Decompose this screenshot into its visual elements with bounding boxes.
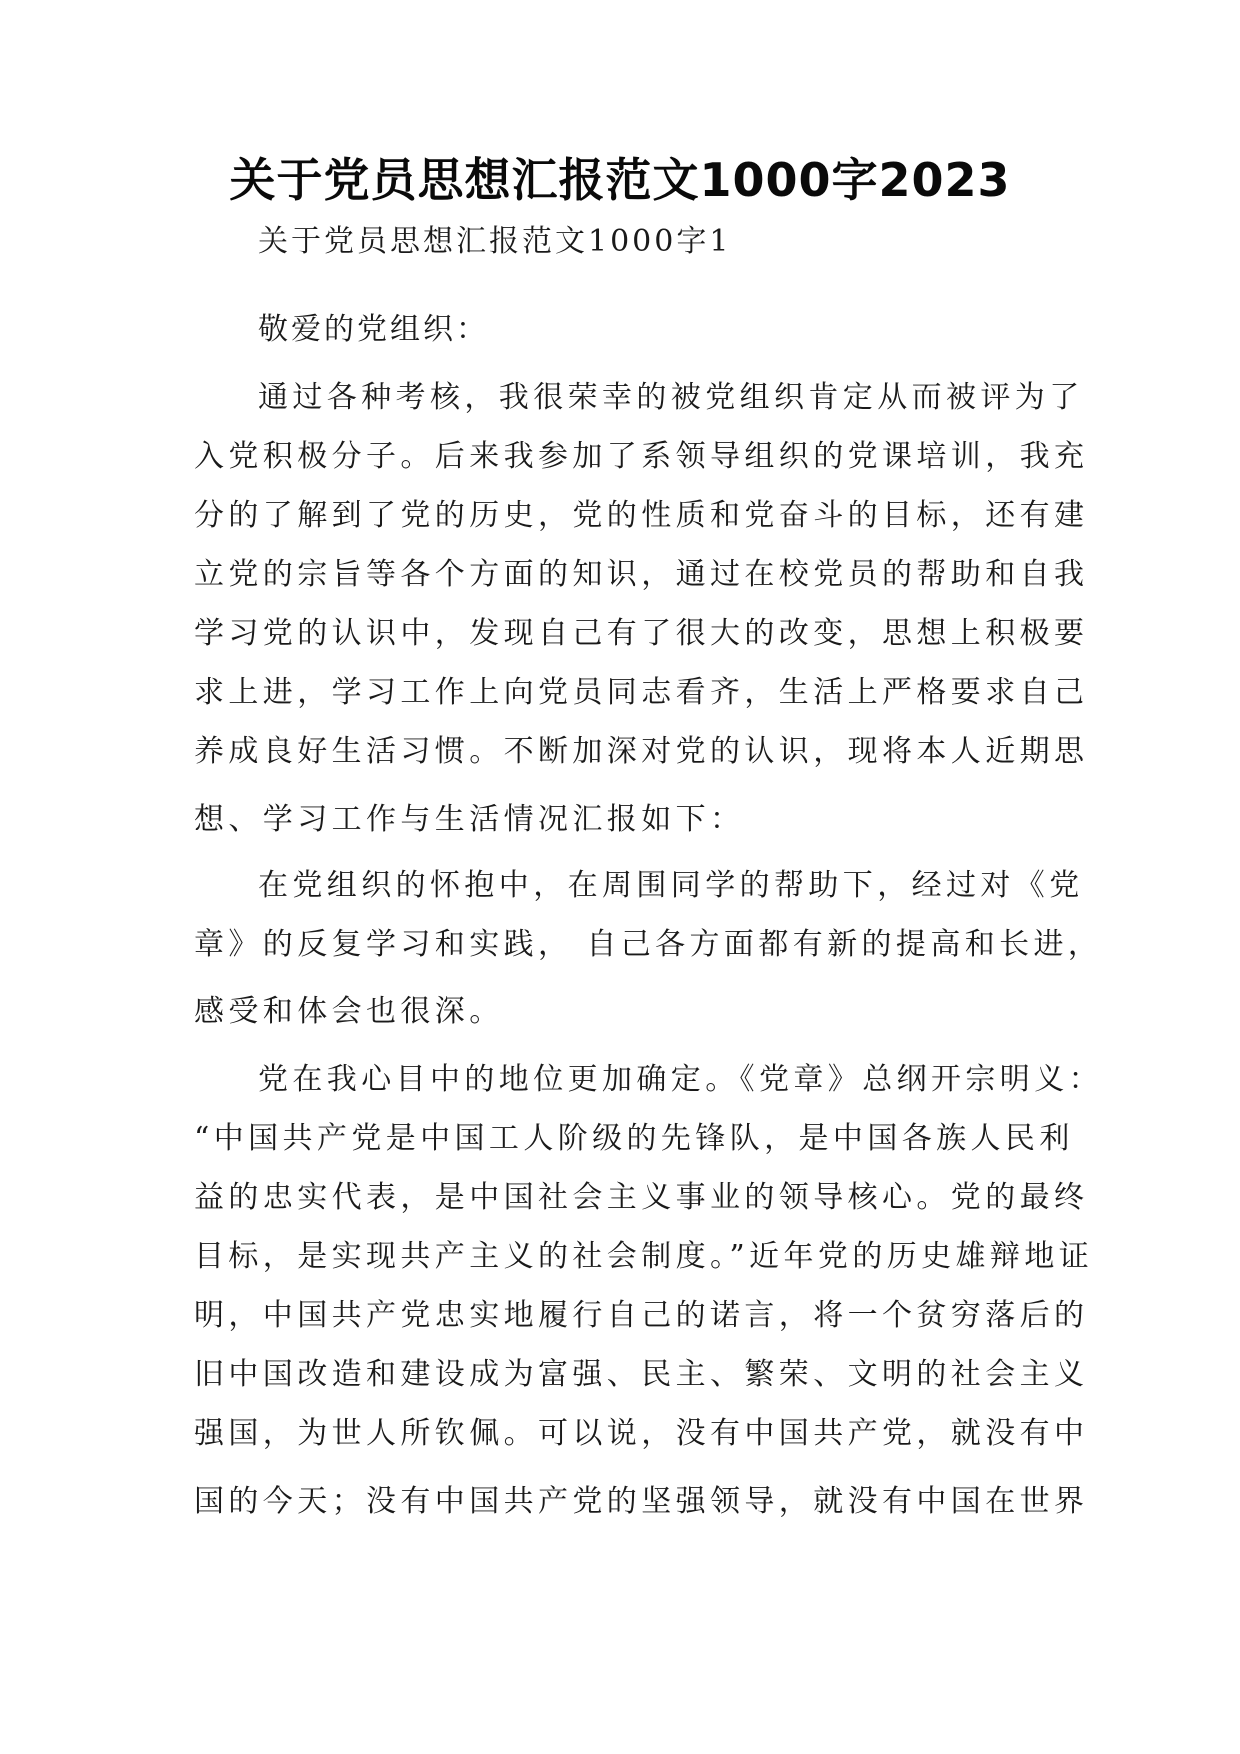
paragraph-line: 分的了解到了党的历史，党的性质和党奋斗的目标，还有建 — [194, 498, 1089, 533]
salutation: 敬爱的党组织： — [258, 312, 489, 347]
paragraph-line: 目标，是实现共产主义的社会制度。”近年党的历史雄辩地证 — [194, 1239, 1094, 1274]
paragraph-line: 入党积极分子。后来我参加了系领导组织的党课培训，我充 — [194, 439, 1089, 474]
paragraph-line: “中国共产党是中国工人阶级的先锋队，是中国各族人民利 — [194, 1121, 1074, 1156]
document-subtitle: 关于党员思想汇报范文1000字1 — [258, 224, 732, 259]
paragraph-line: 立党的宗旨等各个方面的知识，通过在校党员的帮助和自我 — [194, 557, 1089, 592]
paragraph-line: 强国，为世人所钦佩。可以说，没有中国共产党，就没有中 — [194, 1416, 1089, 1451]
paragraph-line: 益的忠实代表，是中国社会主义事业的领导核心。党的最终 — [194, 1180, 1089, 1215]
paragraph-line: 养成良好生活习惯。不断加深对党的认识，现将本人近期思 — [194, 734, 1089, 769]
paragraph-line: 旧中国改造和建设成为富强、民主、繁荣、文明的社会主义 — [194, 1357, 1089, 1392]
paragraph-line: 感受和体会也很深。 — [194, 994, 504, 1029]
paragraph-line: 章》的反复学习和实践， 自己各方面都有新的提高和长进， — [194, 927, 1103, 962]
paragraph-line: 通过各种考核，我很荣幸的被党组织肯定从而被评为了 — [258, 380, 1084, 415]
paragraph-line: 想、学习工作与生活情况汇报如下： — [194, 802, 745, 837]
paragraph-line: 学习党的认识中，发现自己有了很大的改变，思想上积极要 — [194, 616, 1089, 651]
paragraph-line: 明，中国共产党忠实地履行自己的诺言，将一个贫穷落后的 — [194, 1298, 1089, 1333]
paragraph-line: 国的今天；没有中国共产党的坚强领导，就没有中国在世界 — [194, 1484, 1089, 1519]
paragraph-line: 党在我心目中的地位更加确定。《党章》总纲开宗明义： — [258, 1062, 1103, 1097]
paragraph-line: 在党组织的怀抱中，在周围同学的帮助下，经过对《党 — [258, 868, 1084, 903]
document-title: 关于党员思想汇报范文1000字2023 — [229, 153, 1011, 207]
paragraph-line: 求上进，学习工作上向党员同志看齐，生活上严格要求自己 — [194, 675, 1089, 710]
